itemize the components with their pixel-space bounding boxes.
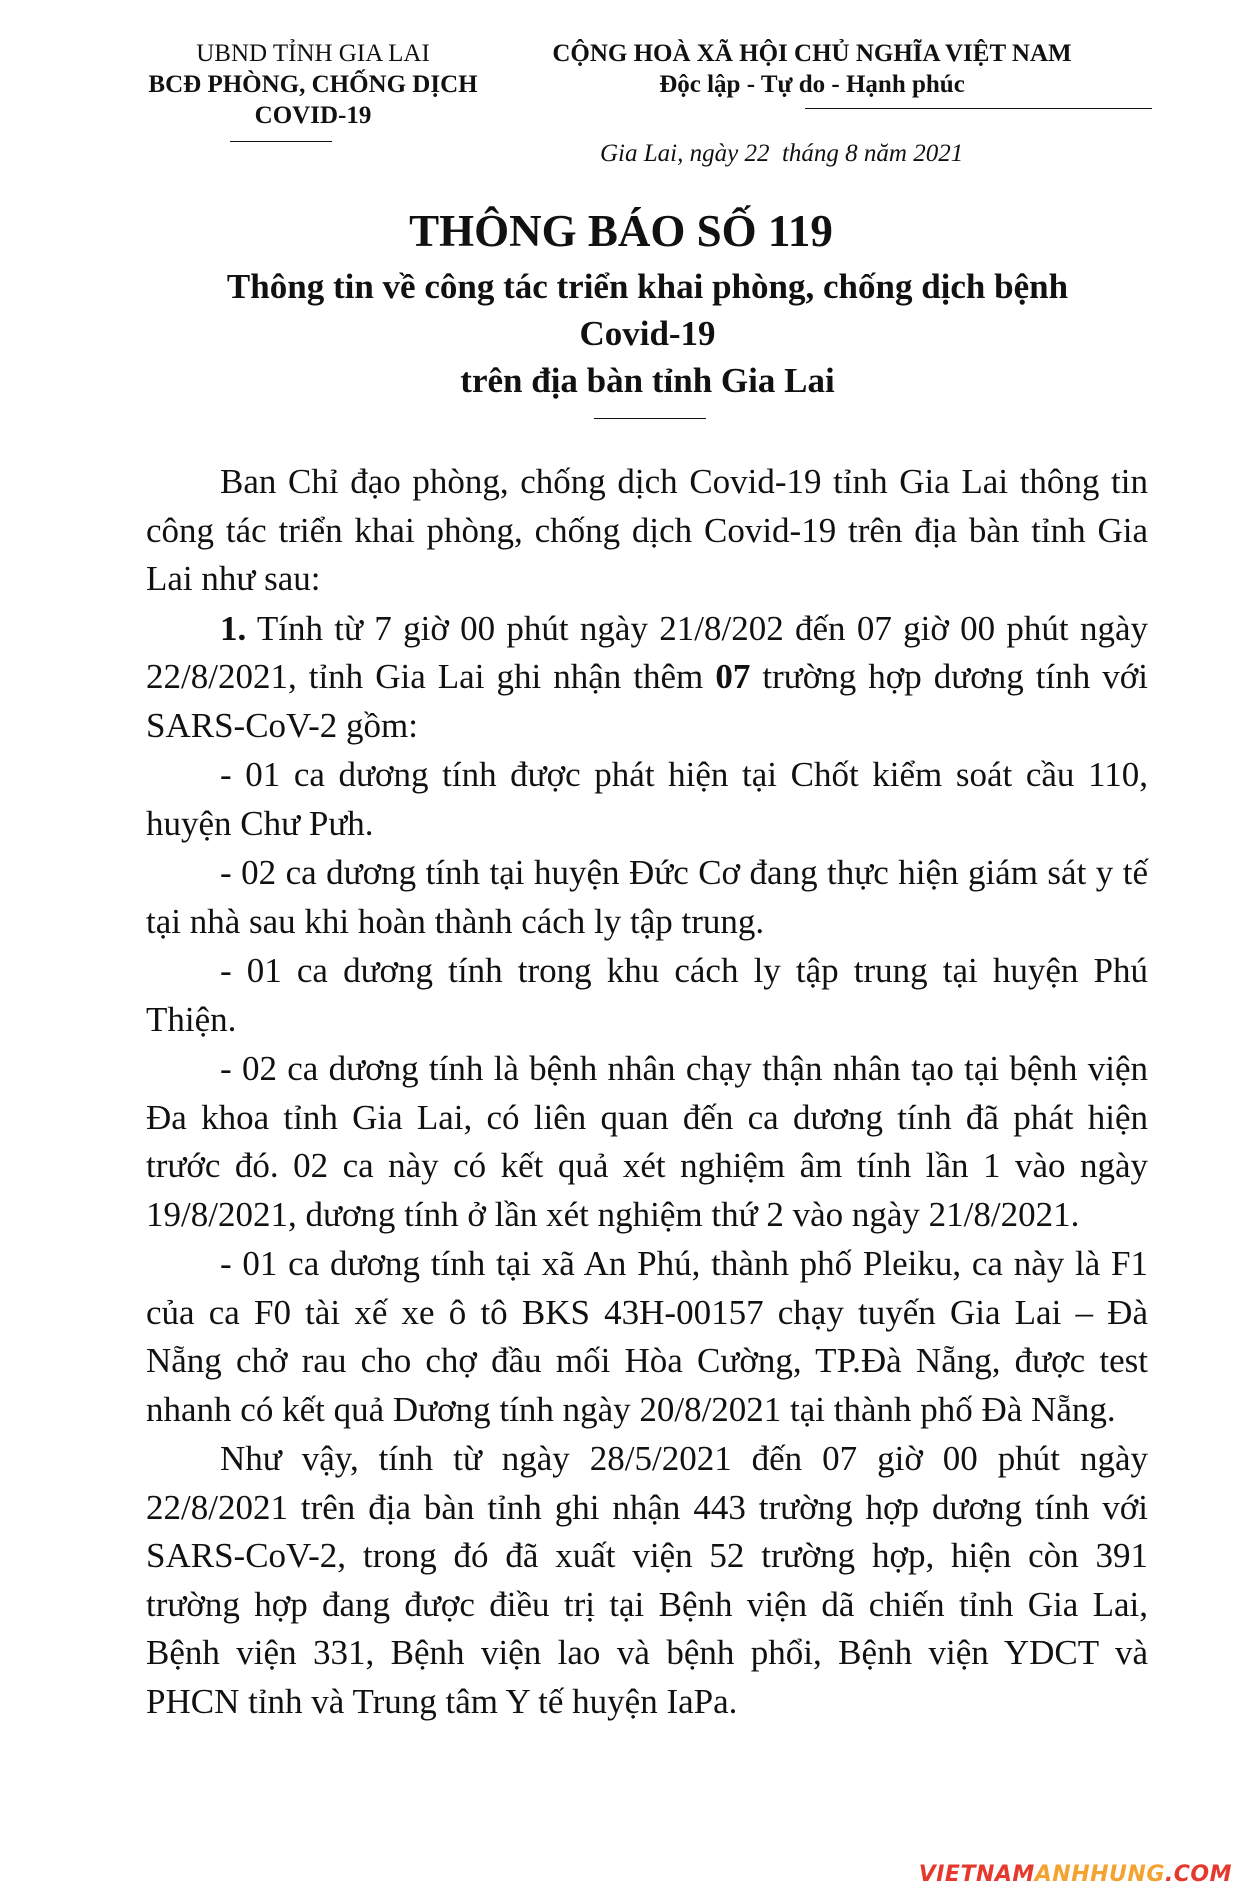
subtitle-line-2: Covid-19 bbox=[579, 314, 716, 353]
national-motto: Độc lập - Tự do - Hạnh phúc bbox=[659, 71, 965, 98]
subtitle-line-3: trên địa bàn tỉnh Gia Lai bbox=[460, 361, 835, 400]
bullet-paragraph-4: - 02 ca dương tính là bệnh nhân chạy thận nhân tạo tại bệnh viện Đa khoa tỉnh Gia Lai, có liên quan đến ca dương tính đã phát hiện trước đó. 02 ca này có kết quả xét nghiệm âm tính lần 1 vào ngày 19/8/2021, dương tính ở lần xét nghiệm thứ 2 vào ngày 21/8/2021. bbox=[146, 1049, 1148, 1234]
agency-line-2: BCĐ PHÒNG, CHỐNG DỊCH bbox=[148, 71, 478, 98]
bullet-paragraph-3: - 01 ca dương tính trong khu cách ly tập trung tại huyện Phú Thiện. bbox=[146, 951, 1148, 1039]
item-1-paragraph bbox=[146, 605, 1148, 751]
item-1-case-count: 07 bbox=[715, 657, 751, 696]
agency-line-3: COVID-19 bbox=[254, 102, 372, 129]
watermark-part-2: ANHHUNG bbox=[1034, 1862, 1165, 1887]
bullet-paragraph-1: - 01 ca dương tính được phát hiện tại Chốt kiểm soát cầu 110, huyện Chư Pưh. bbox=[146, 755, 1148, 843]
item-1-text-b: trường hợp dương tính với SARS-CoV-2 gồm: bbox=[146, 657, 1149, 745]
document-date: Gia Lai, ngày 22 tháng 8 năm 2021 bbox=[600, 140, 964, 167]
title-underline bbox=[594, 418, 706, 419]
summary-paragraph: Như vậy, tính từ ngày 28/5/2021 đến 07 giờ 00 phút ngày 22/8/2021 trên địa bàn tỉnh ghi nhận 443 trường hợp dương tính với SARS-CoV-2, trong đó đã xuất viện 52 trường hợp, hiện còn 391 trường hợp đang được điều trị tại Bệnh viện dã chiến tỉnh Gia Lai, Bệnh viện 331, Bệnh viện lao và bệnh phổi, Bệnh viện YDCT và PHCN tỉnh và Trung tâm Y tế huyện IaPa. bbox=[146, 1439, 1148, 1721]
bullet-paragraph-5: - 01 ca dương tính tại xã An Phú, thành phố Pleiku, ca này là F1 của ca F0 tài xế xe ô tô BKS 43H-00157 chạy tuyến Gia Lai – Đà Nẵng chở rau cho chợ đầu mối Hòa Cường, TP.Đà Nẵng, được test nhanh có kết quả Dương tính ngày 20/8/2021 tại thành phố Đà Nẵng. bbox=[146, 1244, 1148, 1429]
subtitle-line-1: Thông tin về công tác triển khai phòng, chống dịch bệnh bbox=[226, 267, 1069, 306]
national-header bbox=[492, 38, 1132, 100]
agency-underline bbox=[230, 141, 332, 142]
agency-line-1: UBND TỈNH GIA LAI bbox=[196, 40, 430, 67]
national-title: CỘNG HOÀ XÃ HỘI CHỦ NGHĨA VIỆT NAM bbox=[552, 40, 1072, 67]
document-body bbox=[146, 458, 1148, 1727]
document-title: THÔNG BÁO SỐ 119 bbox=[409, 206, 833, 256]
watermark-part-1: VIETNAM bbox=[918, 1862, 1035, 1887]
motto-underline bbox=[805, 108, 1152, 109]
item-1-number: 1. bbox=[220, 608, 247, 648]
issuing-agency bbox=[128, 38, 498, 131]
bullet-paragraph-2: - 02 ca dương tính tại huyện Đức Cơ đang thực hiện giám sát y tế tại nhà sau khi hoàn thành cách ly tập trung. bbox=[146, 853, 1148, 941]
item-1-text-a: Tính từ 7 giờ 00 phút ngày 21/8/202 đến 07 giờ 00 phút ngày 22/8/2021, tỉnh Gia Lai ghi nhận thêm bbox=[146, 608, 1148, 696]
document-subtitle bbox=[140, 263, 1155, 404]
watermark bbox=[919, 1862, 1232, 1887]
intro-paragraph: Ban Chỉ đạo phòng, chống dịch Covid-19 tỉnh Gia Lai thông tin công tác triển khai phòng, chống dịch Covid-19 trên địa bàn tỉnh Gia Lai như sau: bbox=[146, 462, 1148, 598]
watermark-part-3: .COM bbox=[1164, 1862, 1232, 1887]
